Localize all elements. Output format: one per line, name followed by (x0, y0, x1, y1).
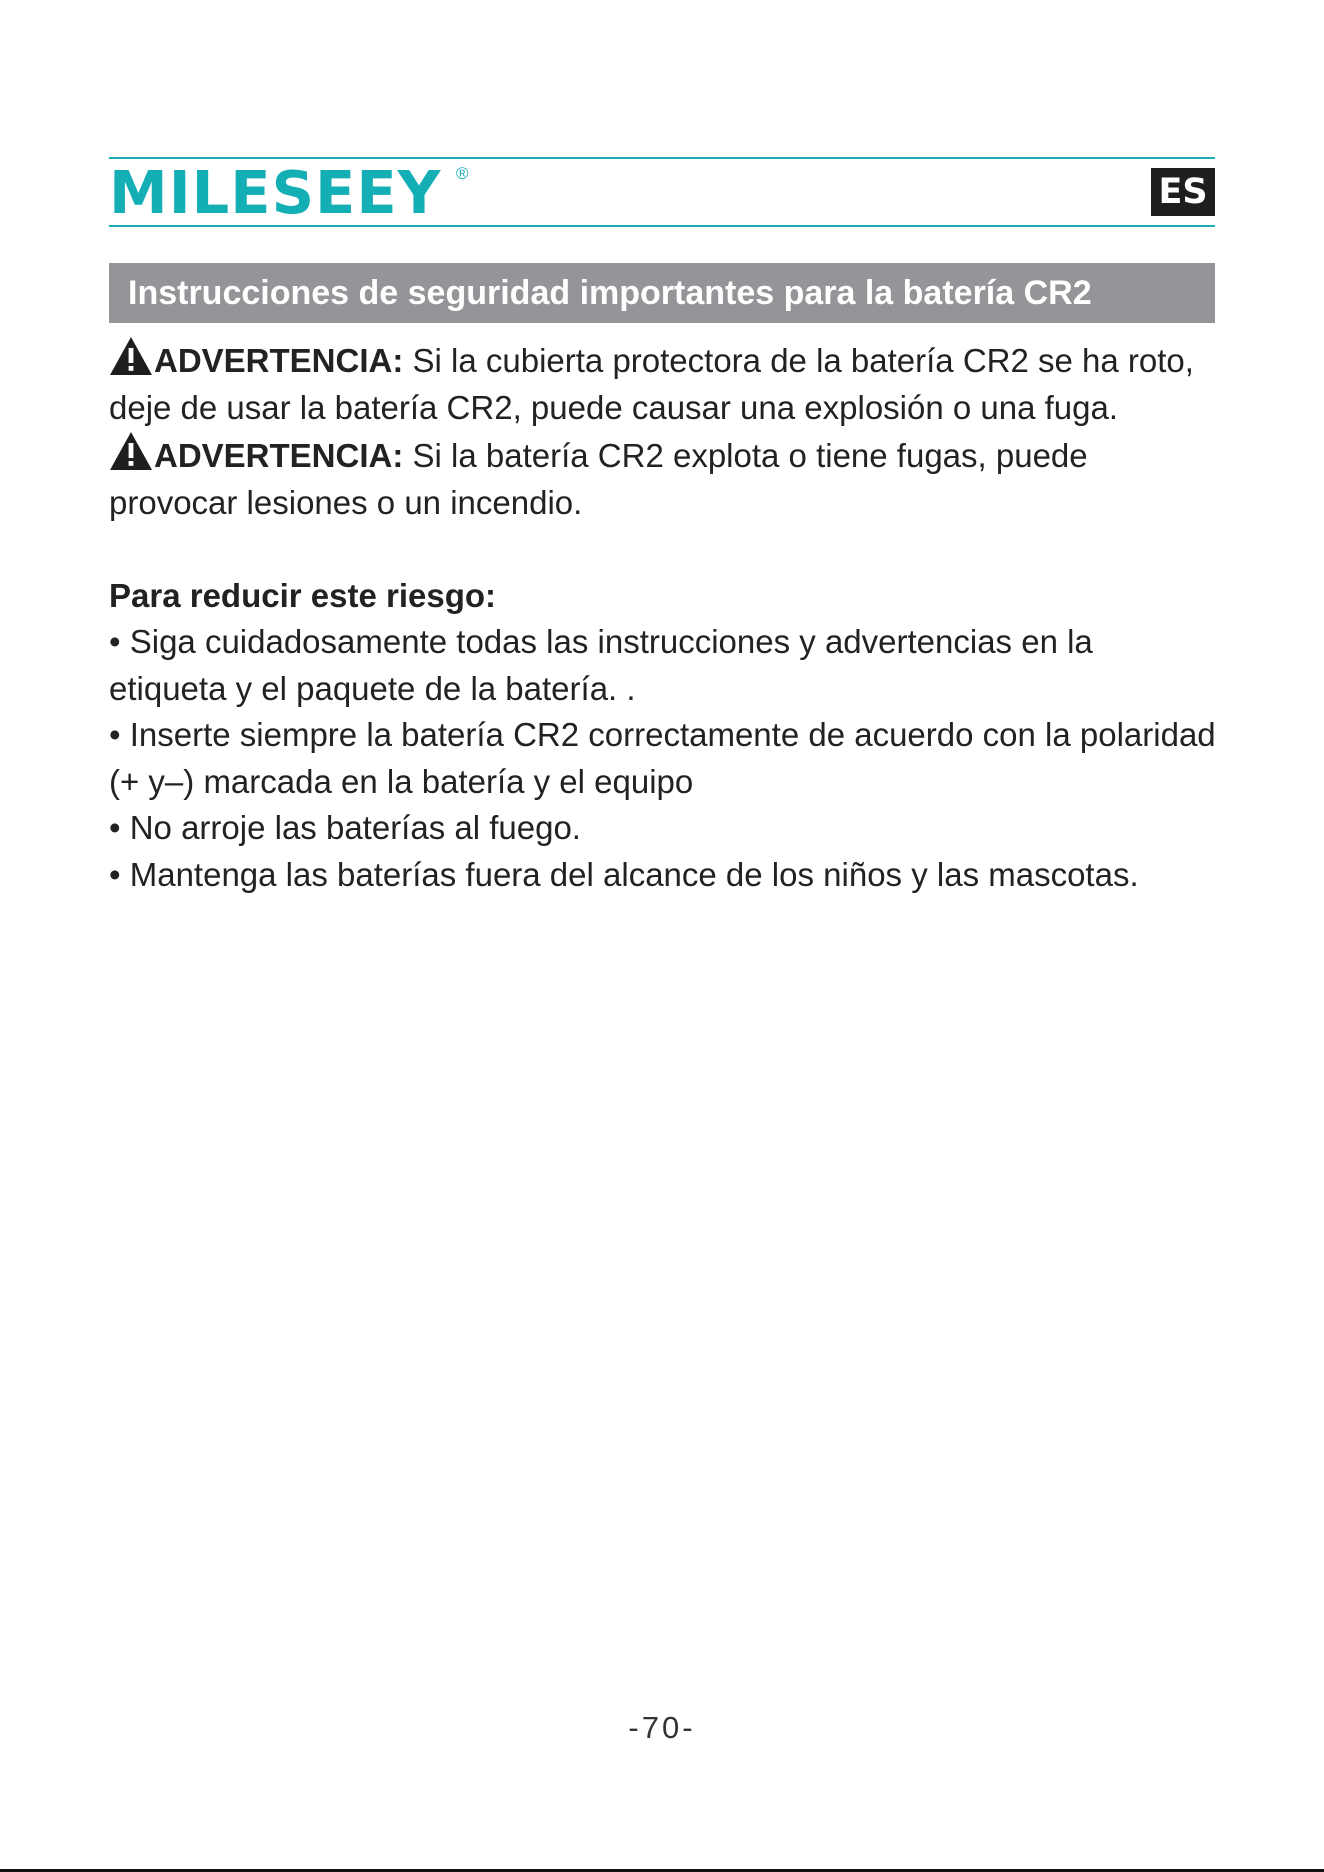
warning-paragraph (109, 336, 1219, 431)
section-title: Instrucciones de seguridad importantes para la batería CR2 (109, 263, 1215, 323)
warning-label: ADVERTENCIA: (154, 342, 404, 379)
list-item: • Siga cuidadosamente todas las instrucciones y advertencias en la etiqueta y el paquete de la batería. . (109, 623, 1093, 707)
warning-paragraph (109, 431, 1219, 526)
language-badge: ES (1151, 168, 1215, 216)
list-item: • Inserte siempre la batería CR2 correctamente de acuerdo con la polaridad (+ y–) marcada en la batería y el equipo (109, 716, 1216, 800)
list-item: • Mantenga las baterías fuera del alcance de los niños y las mascotas. (109, 855, 1139, 893)
warning-text: Si la batería CR2 explota o tiene fugas, puede provocar lesiones o un incendio. (109, 437, 1088, 521)
page-content (109, 336, 1219, 898)
risk-heading: Para reducir este riesgo: (109, 576, 497, 614)
warning-text: Si la cubierta protectora de la batería CR2 se ha roto, deje de usar la batería CR2, puede causar una explosión o una fuga. (109, 342, 1194, 426)
registered-mark: ® (456, 164, 469, 183)
page-header (109, 157, 1215, 227)
page-number: -70- (628, 1710, 696, 1745)
brand-logo: MILESEEY (109, 158, 442, 227)
list-item: • No arroje las baterías al fuego. (109, 809, 581, 846)
warning-triangle-icon (109, 336, 153, 376)
warning-label: ADVERTENCIA: (154, 437, 404, 474)
warning-triangle-icon (109, 431, 153, 471)
